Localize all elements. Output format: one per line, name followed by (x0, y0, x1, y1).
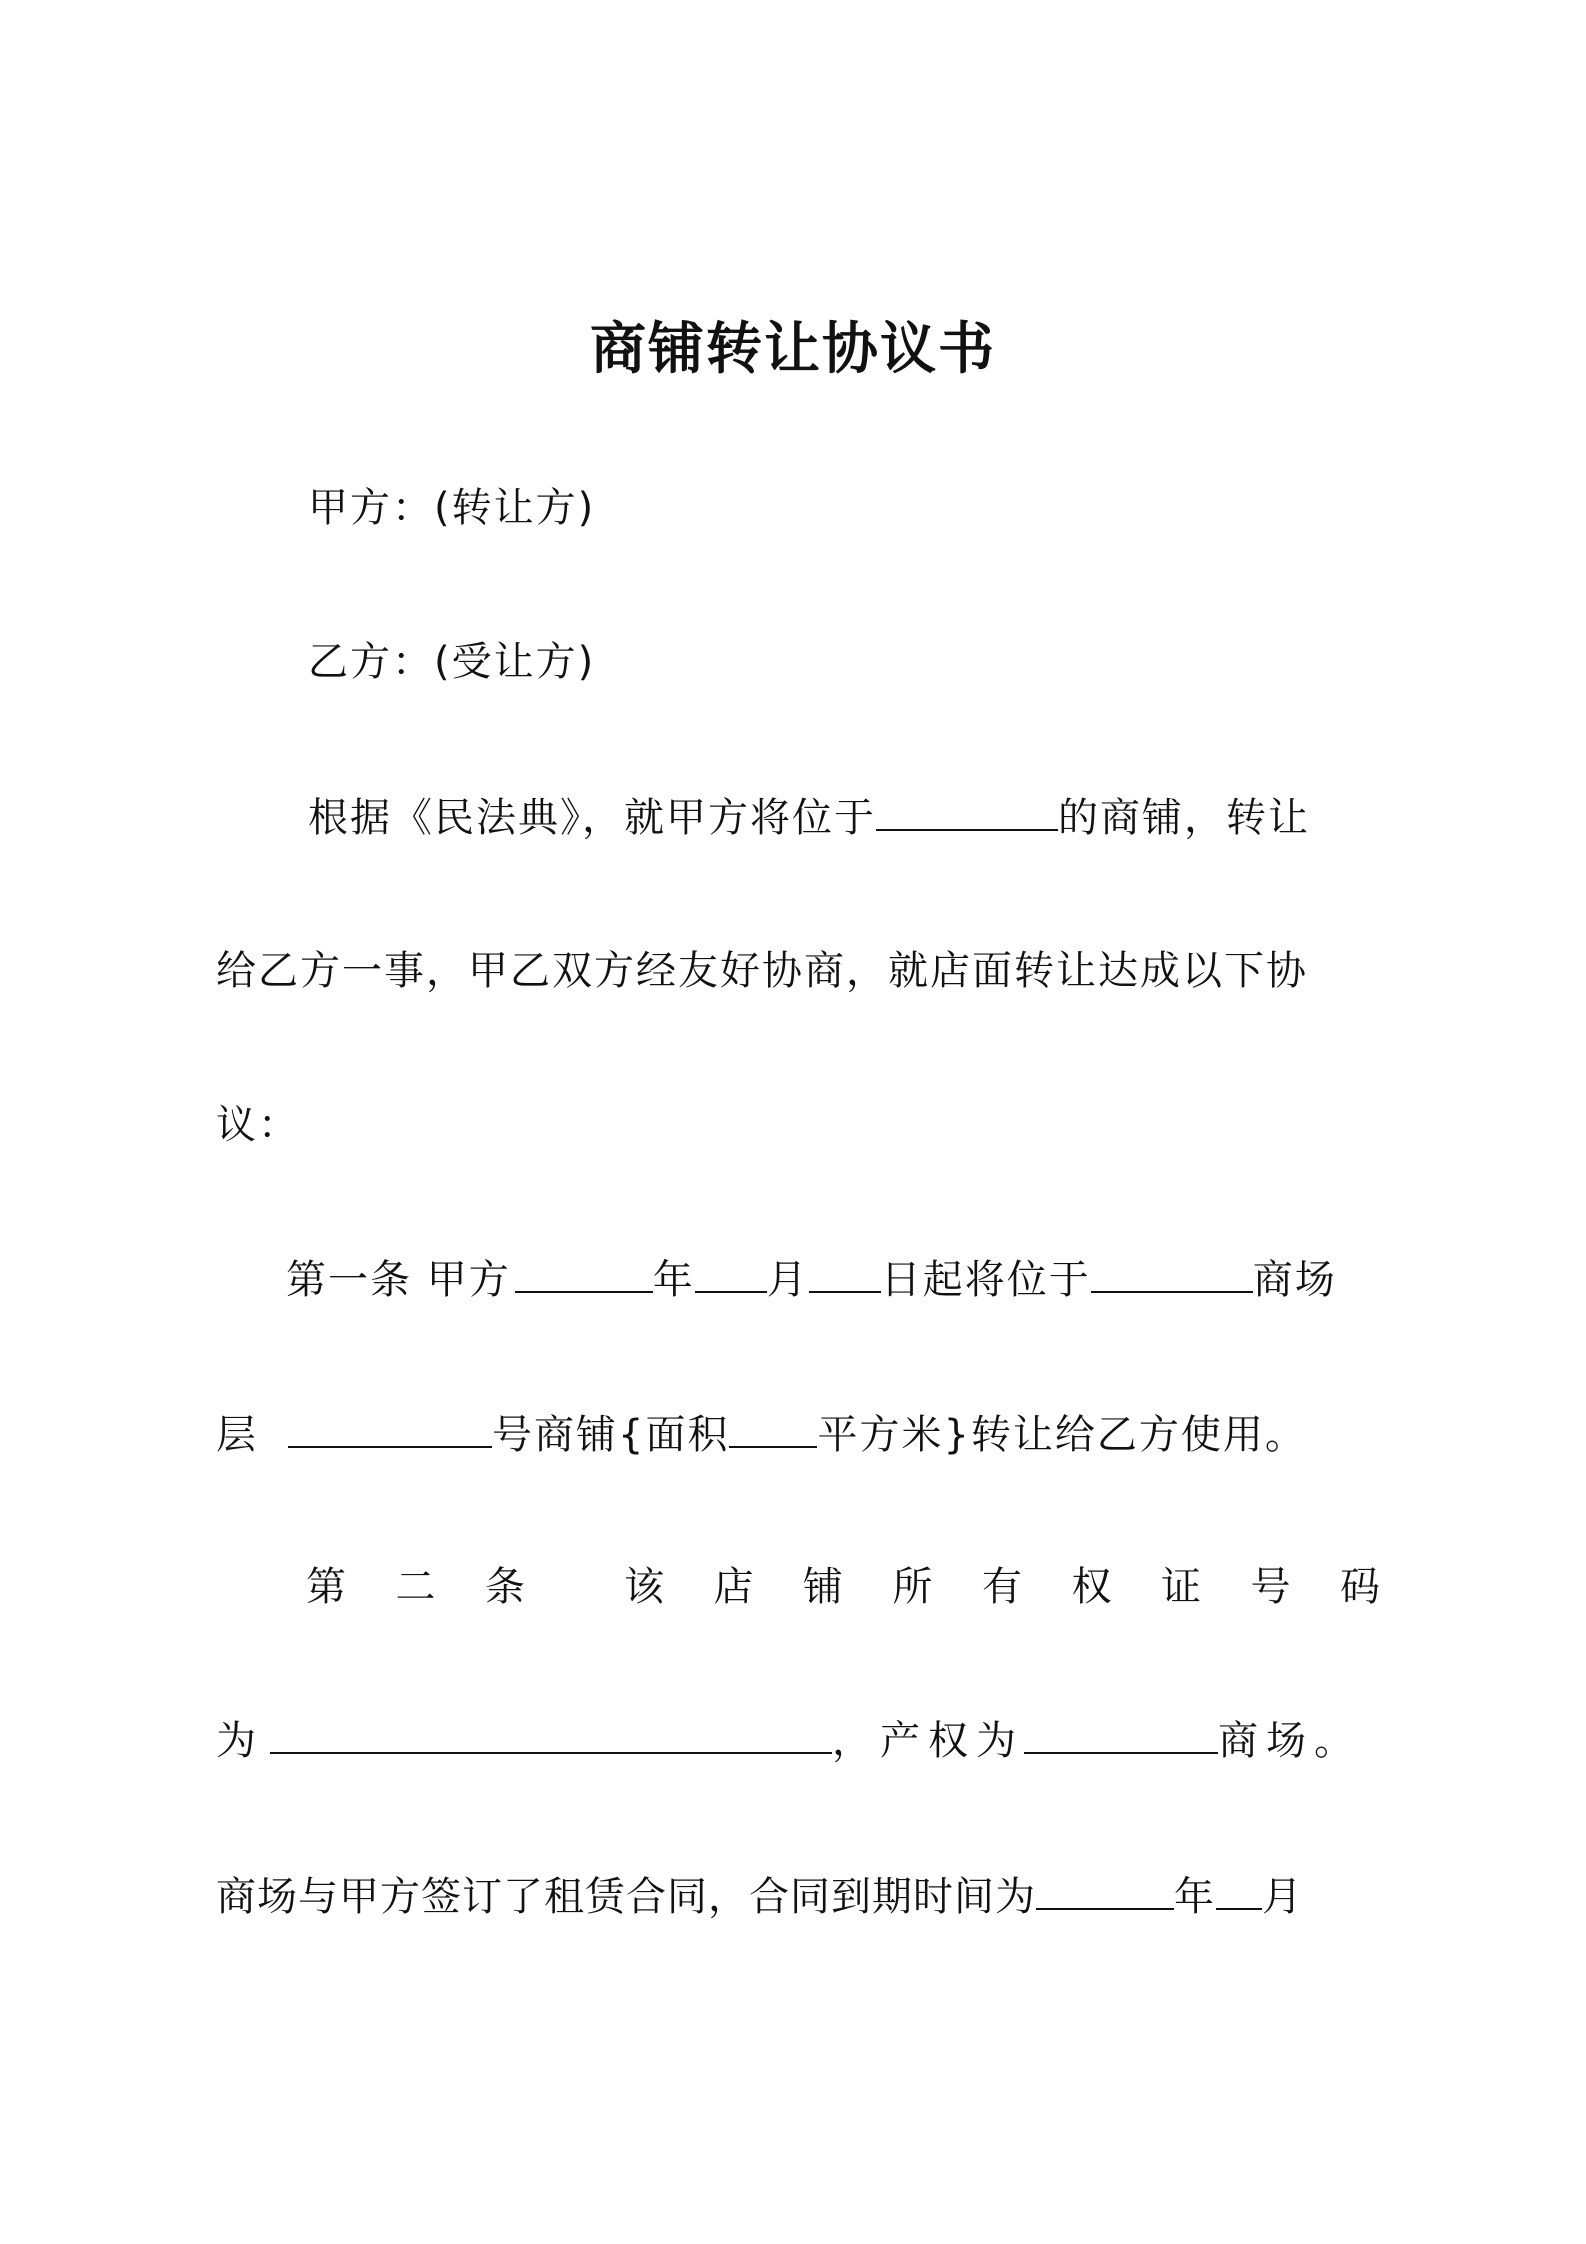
article-2-char: 所 (892, 1564, 933, 1610)
area-unit-label: 平方米}转让给乙方使用。 (817, 1412, 1307, 1458)
article-2-char: 有 (982, 1564, 1022, 1610)
floor-label: 层 (216, 1412, 258, 1458)
article-2-line-3 (216, 1872, 1380, 1921)
month-label: 月 (766, 1257, 809, 1303)
area-blank[interactable] (729, 1410, 817, 1448)
shop-number-blank[interactable] (288, 1410, 492, 1448)
preamble-line-3: 议： (216, 1102, 300, 1148)
day-blank[interactable] (809, 1255, 881, 1293)
article-2-char: 码 (1340, 1564, 1380, 1610)
lease-year-label: 年 (1174, 1874, 1216, 1920)
preamble-line-1 (216, 793, 1472, 842)
article-1-party: 甲方 (426, 1257, 511, 1303)
article-2-char: 店 (713, 1564, 754, 1610)
article-2-char: 该 (624, 1564, 664, 1610)
article-2-char: 二 (395, 1564, 436, 1610)
property-label: ，产权为 (832, 1718, 1024, 1764)
article-1-label: 第一条 (286, 1257, 412, 1303)
article-2-char: 权 (1071, 1564, 1112, 1610)
article-2-char: 证 (1161, 1564, 1201, 1610)
party-a-line: 甲方：(转让方) (308, 485, 596, 531)
article-2-char: 条 (485, 1564, 525, 1610)
article-1-line-2 (216, 1410, 1380, 1459)
month-blank[interactable] (695, 1255, 767, 1293)
lease-month-label: 月 (1262, 1874, 1304, 1920)
year-blank[interactable] (515, 1255, 653, 1293)
document-title: 商铺转让协议书 (590, 317, 996, 382)
lease-text: 商场与甲方签订了租赁合同，合同到期时间为 (216, 1874, 1036, 1920)
mall-name-blank[interactable] (1091, 1255, 1253, 1293)
mall-label: 商场 (1252, 1257, 1337, 1303)
article-2-char: 号 (1250, 1564, 1291, 1610)
lease-year-blank[interactable] (1036, 1872, 1174, 1910)
lease-month-blank[interactable] (1216, 1872, 1262, 1910)
article-2-line-1 (306, 1563, 1380, 1611)
article-2-char: 铺 (803, 1564, 843, 1610)
certificate-number-blank[interactable] (270, 1716, 832, 1754)
location-blank[interactable] (876, 793, 1058, 831)
mall-end-label: 商场。 (1218, 1718, 1362, 1764)
day-from-label: 日起将位于 (880, 1257, 1091, 1303)
shop-number-label: 号商铺{面积 (492, 1412, 730, 1458)
year-label: 年 (652, 1257, 695, 1303)
article-2-line-2 (216, 1716, 1380, 1765)
for-label: 为 (216, 1718, 258, 1764)
preamble-text-start: 根据《民法典》，就甲方将位于 (308, 795, 876, 841)
preamble-line-2: 给乙方一事，甲乙双方经友好协商，就店面转让达成以下协 (216, 948, 1308, 994)
party-b-line: 乙方：(受让方) (308, 639, 596, 685)
property-owner-blank[interactable] (1024, 1716, 1218, 1754)
preamble-text-end: 的商铺，转让 (1058, 795, 1310, 841)
article-2-char: 第 (306, 1564, 346, 1610)
article-1-line-1 (216, 1255, 1450, 1304)
